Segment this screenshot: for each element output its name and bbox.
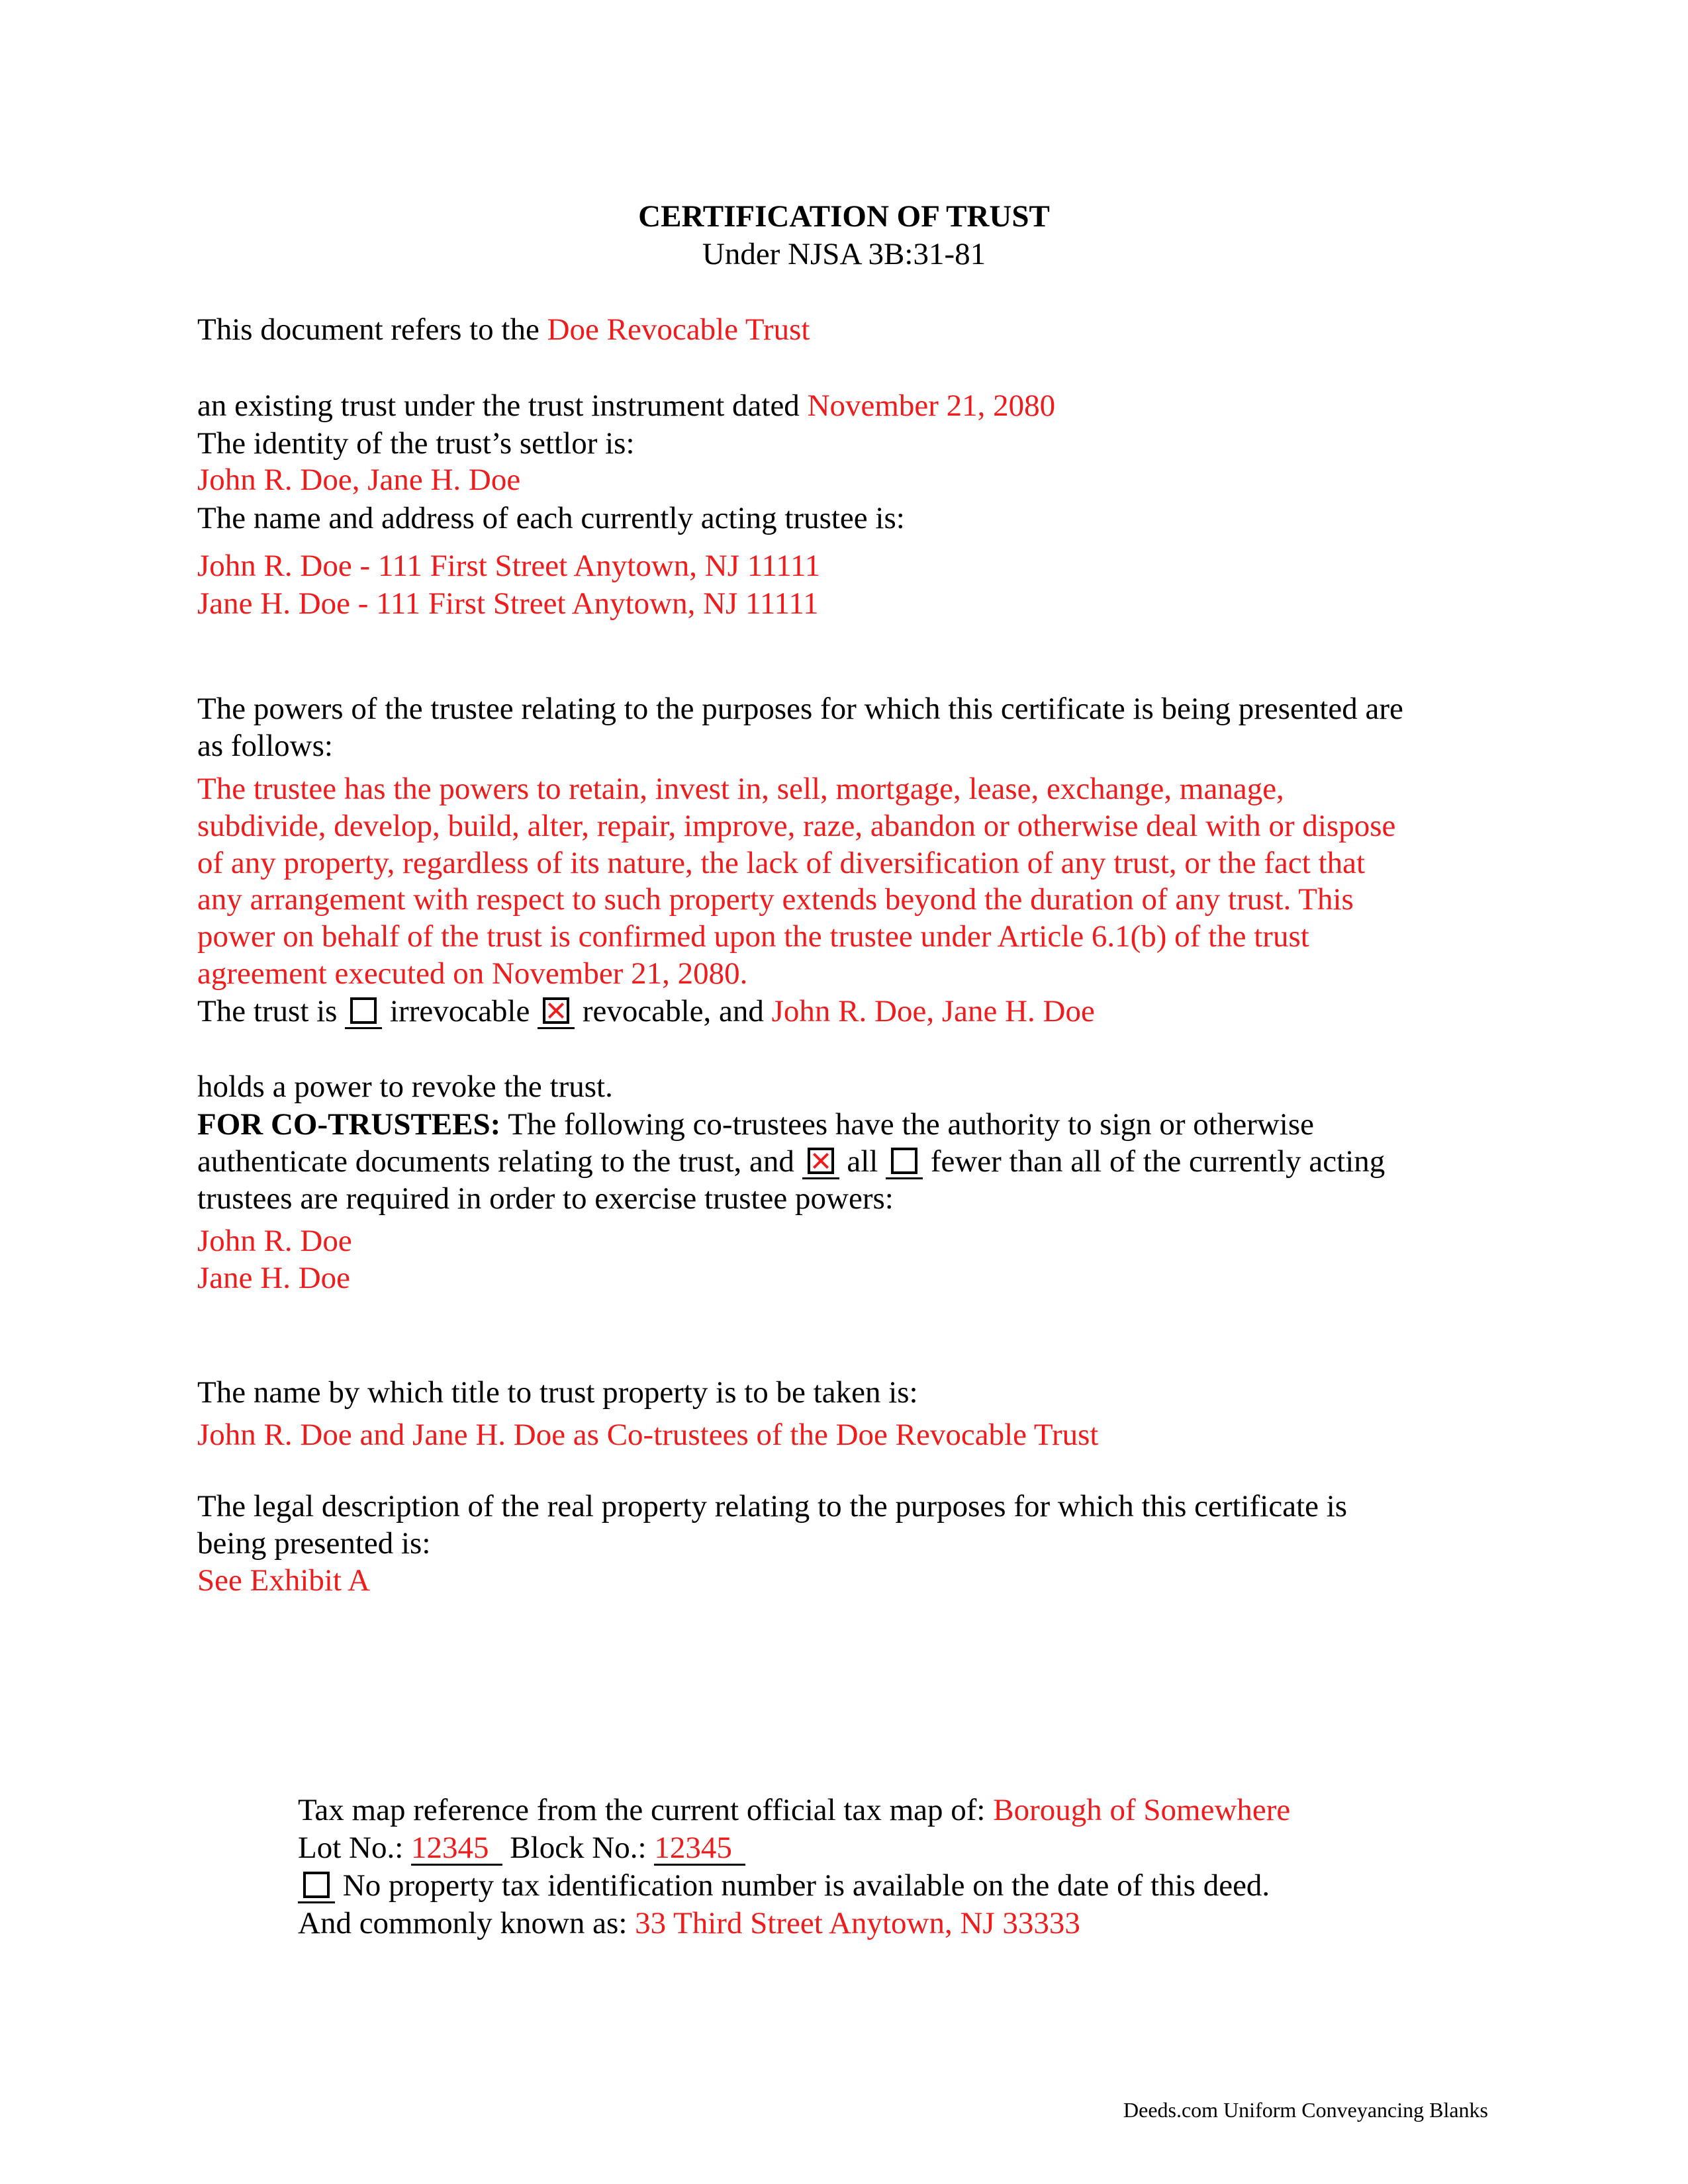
trustee-field-1[interactable]: John R. Doe - 111 First Street Anytown, NJ 11111 <box>197 549 821 583</box>
powers-text-6[interactable]: agreement executed on November 21, 2080. <box>197 956 748 991</box>
revoke-holders-field[interactable]: John R. Doe, Jane H. Doe <box>771 994 1095 1028</box>
powers-text-4[interactable]: any arrangement with respect to such property extends beyond the duration of any trust. This <box>197 882 1354 917</box>
revocability-line: The trust is irrevocable revocable, and John R. Doe, Jane H. Doe <box>197 994 1095 1028</box>
block-field[interactable]: 12345 <box>654 1832 745 1866</box>
settlor-label: The identity of the trust’s settlor is: <box>197 426 635 461</box>
powers-text-1[interactable]: The trustee has the powers to retain, invest in, sell, mortgage, lease, exchange, manage, <box>197 772 1284 806</box>
cotrustees-line-3: trustees are required in order to exercise trustee powers: <box>197 1181 894 1216</box>
powers-intro-1: The powers of the trustee relating to the purposes for which this certificate is being presented are <box>197 692 1403 726</box>
trust-date-line: an existing trust under the trust instrument dated November 21, 2080 <box>197 388 1056 423</box>
fewer-checkbox[interactable] <box>891 1148 917 1174</box>
powers-text-5[interactable]: power on behalf of the trust is confirmed upon the trustee under Article 6.1(b) of the trust <box>197 919 1309 954</box>
commonly-known-line: And commonly known as: 33 Third Street Anytown, NJ 33333 <box>298 1906 1080 1940</box>
all-checkbox[interactable] <box>808 1148 834 1174</box>
trustee-field-2[interactable]: Jane H. Doe - 111 First Street Anytown, NJ 11111 <box>197 586 819 621</box>
fewer-checkbox-wrap <box>886 1147 923 1179</box>
document-subtitle: Under NJSA 3B:31-81 <box>702 237 986 271</box>
municipality-field[interactable]: Borough of Somewhere <box>993 1793 1291 1827</box>
revocable-checkbox[interactable] <box>543 997 569 1024</box>
address-field[interactable]: 33 Third Street Anytown, NJ 33333 <box>635 1906 1080 1940</box>
holds-power-text: holds a power to revoke the trust. <box>197 1069 613 1104</box>
revocable-checkbox-wrap <box>538 997 575 1029</box>
lot-block-line: Lot No.: 12345 Block No.: 12345 <box>298 1829 745 1867</box>
trust-name-line: This document refers to the Doe Revocable Trust <box>197 312 810 347</box>
legal-description-field[interactable]: See Exhibit A <box>197 1563 371 1598</box>
lot-field[interactable]: 12345 <box>411 1832 502 1866</box>
trustee-label: The name and address of each currently acting trustee is: <box>197 501 905 535</box>
irrevocable-checkbox-wrap <box>345 997 382 1029</box>
legal-description-line-2: being presented is: <box>197 1526 431 1561</box>
footer-text: Deeds.com Uniform Conveyancing Blanks <box>1123 2098 1488 2122</box>
no-tax-id-checkbox-wrap <box>298 1871 335 1903</box>
tax-map-line: Tax map reference from the current official tax map of: Borough of Somewhere <box>298 1793 1291 1827</box>
trust-name-field[interactable]: Doe Revocable Trust <box>547 312 810 347</box>
settlor-field[interactable]: John R. Doe, Jane H. Doe <box>197 463 521 497</box>
powers-text-3[interactable]: of any property, regardless of its nature, the lack of diversification of any trust, or the fact that <box>197 846 1366 880</box>
trust-date-field[interactable]: November 21, 2080 <box>807 388 1056 423</box>
cotrustee-name-1[interactable]: John R. Doe <box>197 1224 352 1258</box>
cotrustee-name-2[interactable]: Jane H. Doe <box>197 1261 351 1295</box>
no-tax-id-line: No property tax identification number is available on the date of this deed. <box>298 1867 1270 1905</box>
legal-description-line-1: The legal description of the real property relating to the purposes for which this certificate is <box>197 1489 1348 1524</box>
cotrustees-line-2: authenticate documents relating to the trust, and all fewer than all of the currently acting <box>197 1144 1385 1179</box>
cotrustees-line-1: FOR CO-TRUSTEES: The following co-trustees have the authority to sign or otherwise <box>197 1107 1315 1142</box>
all-checkbox-wrap <box>802 1147 839 1179</box>
irrevocable-checkbox[interactable] <box>350 997 377 1024</box>
powers-text-2[interactable]: subdivide, develop, build, alter, repair, improve, raze, abandon or otherwise deal with or dispose <box>197 809 1396 843</box>
no-tax-id-checkbox[interactable] <box>303 1872 330 1898</box>
document-title: CERTIFICATION OF TRUST <box>638 199 1050 234</box>
cotrustees-heading: FOR CO-TRUSTEES: <box>197 1107 501 1142</box>
title-property-label: The name by which title to trust property is to be taken is: <box>197 1375 918 1410</box>
powers-intro-2: as follows: <box>197 729 333 763</box>
title-property-field[interactable]: John R. Doe and Jane H. Doe as Co-trustees of the Doe Revocable Trust <box>197 1418 1099 1452</box>
